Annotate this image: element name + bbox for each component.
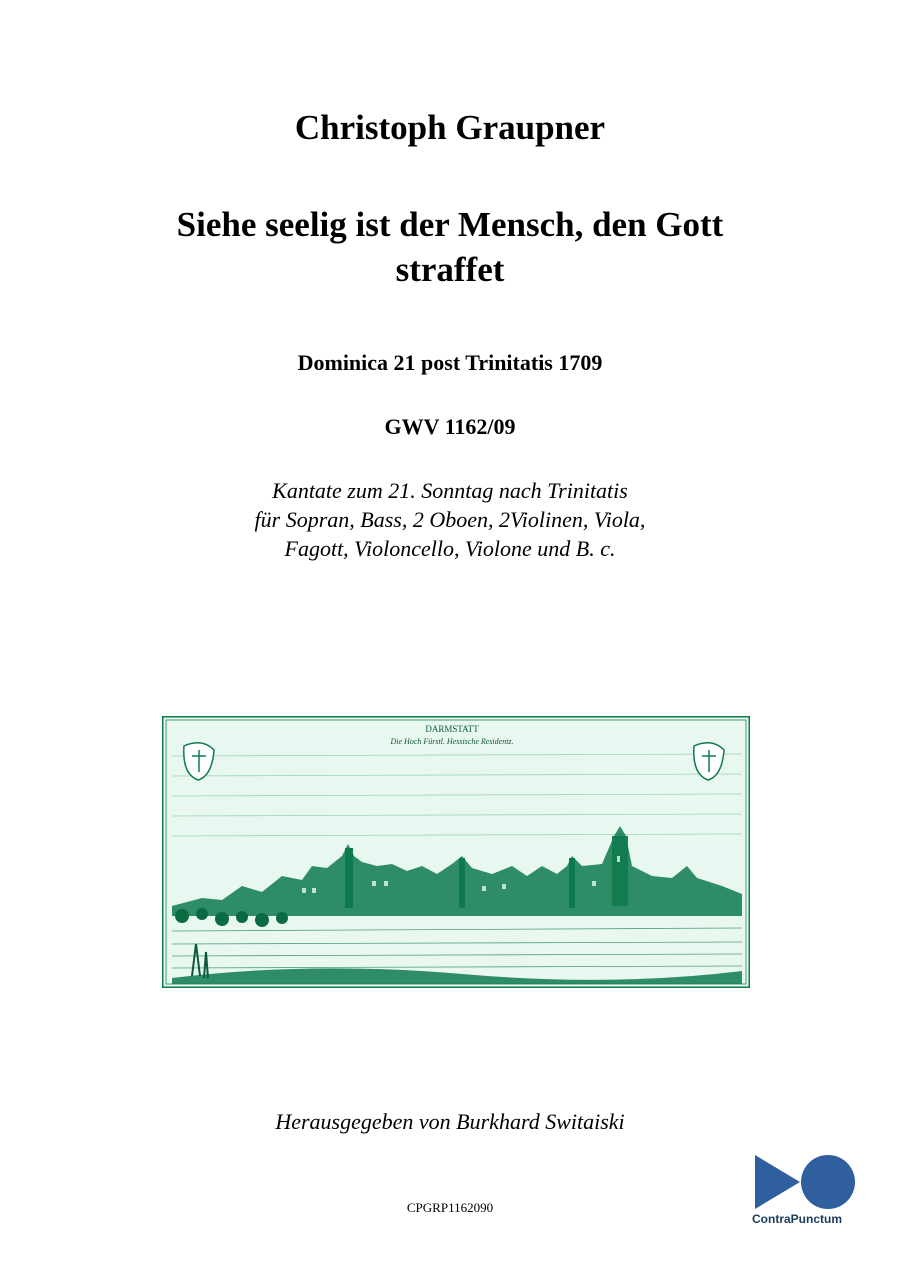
engraving-caption-2: Die Hoch Fürstl. Hessische Residentz. (390, 737, 514, 746)
catalog-code: CPGRP1162090 (406, 1200, 494, 1215)
engraving-caption-1: DARMSTATT (425, 724, 479, 734)
work-title-line2: straffet (395, 250, 505, 289)
liturgical-occasion: Dominica 21 post Trinitatis 1709 (297, 350, 603, 375)
description-line: Kantate zum 21. Sonntag nach Trinitatis (272, 478, 628, 503)
work-title (0, 202, 900, 292)
description-line: für Sopran, Bass, 2 Oboen, 2Violinen, Viola, (254, 507, 646, 532)
work-description (0, 476, 900, 563)
composer-name: Christoph Graupner (294, 108, 606, 147)
description-line: Fagott, Violoncello, Violone und B. c. (284, 536, 616, 561)
work-title-line1: Siehe seelig ist der Mensch, den Gott (176, 205, 724, 244)
editor-credit: Herausgegeben von Burkhard Switaiski (275, 1109, 625, 1134)
catalog-number: GWV 1162/09 (384, 414, 516, 439)
darmstadt-engraving-image (162, 716, 750, 988)
publisher-logo-text: ContraPunctum (752, 1212, 842, 1226)
